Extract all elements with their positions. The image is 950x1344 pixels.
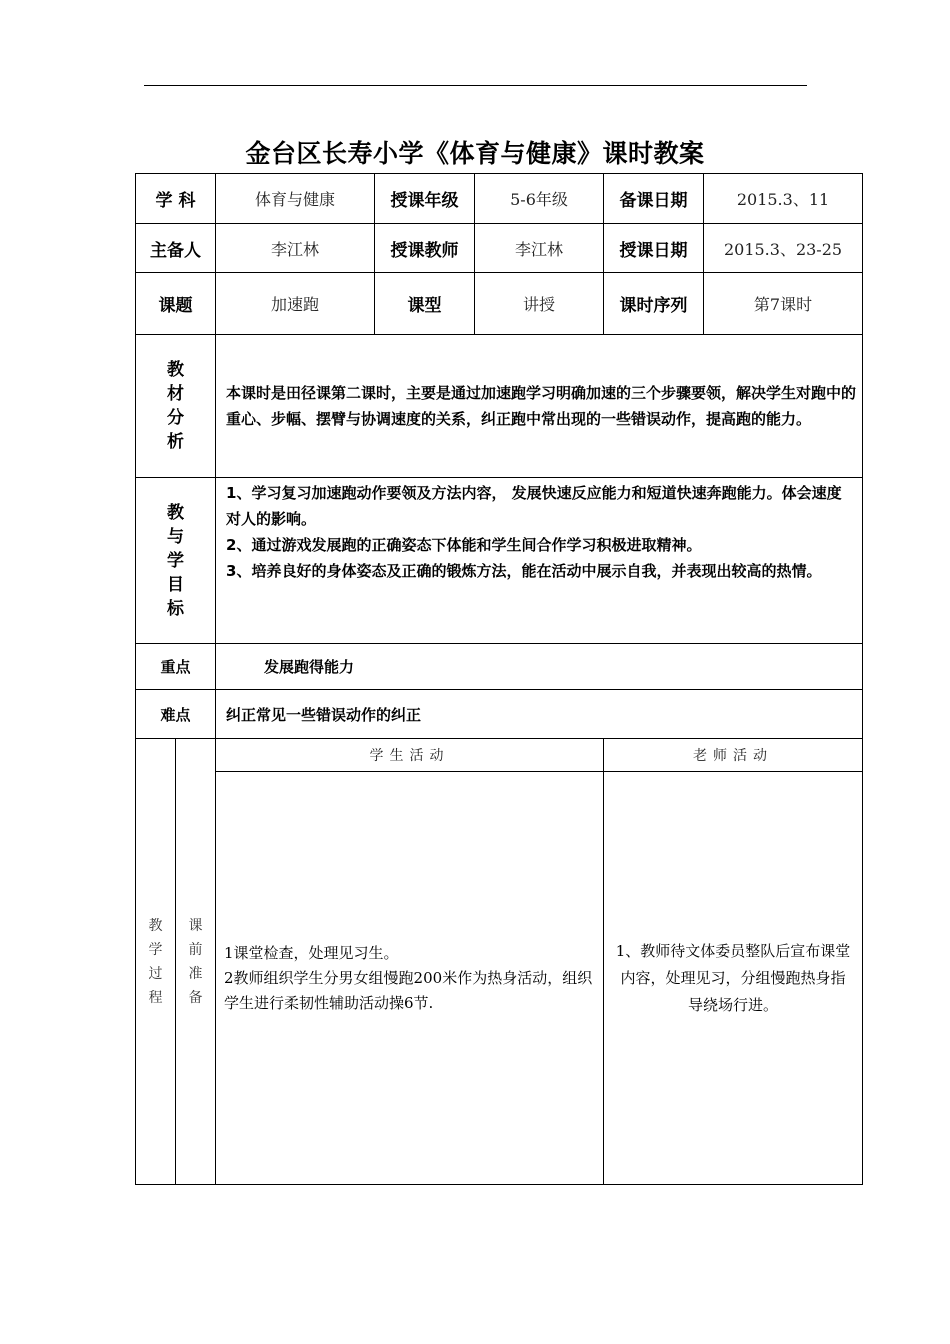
objective-item: 1、学习复习加速跑动作要领及方法内容， 发展快速反应能力和短道快速奔跑能力。体会速度对人的影响。 bbox=[226, 484, 842, 528]
difficulty-value: 纠正常见一些错误动作的纠正 bbox=[216, 690, 863, 739]
difficulty-row bbox=[136, 690, 863, 739]
teacher-value: 李江林 bbox=[475, 224, 604, 273]
info-row-3 bbox=[136, 273, 863, 335]
grade-label: 授课年级 bbox=[375, 174, 475, 224]
objectives-label bbox=[136, 478, 216, 644]
process-header-row bbox=[136, 739, 863, 772]
lead-preparer-value: 李江林 bbox=[216, 224, 375, 273]
analysis-label-char: 教 bbox=[167, 360, 184, 380]
student-activity-cell bbox=[216, 772, 604, 1185]
stage-label-char: 准 bbox=[188, 965, 203, 982]
key-point-value: 发展跑得能力 bbox=[216, 644, 863, 690]
objective-item: 2、通过游戏发展跑的正确姿态下体能和学生间合作学习积极进取精神。 bbox=[226, 536, 702, 554]
stage-label-char: 课 bbox=[188, 917, 203, 934]
prep-date-value: 2015.3、11 bbox=[704, 174, 863, 224]
teacher-activity-cell: 1、教师待文体委员整队后宣布课堂内容，处理见习，分组慢跑热身指导绕场行进。 bbox=[604, 772, 863, 1185]
process-label bbox=[136, 739, 176, 1185]
process-label-char: 程 bbox=[148, 989, 163, 1006]
process-label-char: 过 bbox=[148, 965, 163, 982]
topic-label: 课题 bbox=[136, 273, 216, 335]
objective-item: 3、培养良好的身体姿态及正确的锻炼方法，能在活动中展示自我，并表现出较高的热情。 bbox=[226, 562, 822, 580]
process-content-row bbox=[136, 772, 863, 1185]
analysis-text: 本课时是田径课第二课时，主要是通过加速跑学习明确加速的三个步骤要领，解决学生对跑中的重心、步幅、摆臂与协调速度的关系，纠正跑中常出现的一些错误动作，提高跑的能力。 bbox=[216, 335, 863, 478]
stage-label-char: 前 bbox=[188, 941, 203, 958]
analysis-label-char: 分 bbox=[167, 408, 184, 428]
objectives-text bbox=[216, 478, 863, 644]
process-label-char: 学 bbox=[148, 941, 163, 958]
analysis-label bbox=[136, 335, 216, 478]
objectives-row bbox=[136, 478, 863, 644]
period-label: 课时序列 bbox=[604, 273, 704, 335]
topic-value: 加速跑 bbox=[216, 273, 375, 335]
prep-date-label: 备课日期 bbox=[604, 174, 704, 224]
stage-label bbox=[176, 739, 216, 1185]
student-activity-line: 2教师组织学生分男女组慢跑200米作为热身活动，组织学生进行柔韧性辅助活动操6节. bbox=[224, 968, 593, 1012]
student-activity-header: 学生活动 bbox=[216, 739, 604, 772]
teacher-activity-header: 老师活动 bbox=[604, 739, 863, 772]
analysis-label-char: 析 bbox=[167, 432, 184, 452]
page-title: 金台区长寿小学《体育与健康》课时教案 bbox=[245, 139, 705, 168]
header-rule bbox=[144, 85, 807, 86]
key-point-label: 重点 bbox=[136, 644, 216, 690]
period-value: 第7课时 bbox=[704, 273, 863, 335]
subject-label: 学 科 bbox=[136, 174, 216, 224]
lesson-type-value: 讲授 bbox=[475, 273, 604, 335]
difficulty-label: 难点 bbox=[136, 690, 216, 739]
key-point-row bbox=[136, 644, 863, 690]
lesson-plan-table bbox=[135, 173, 863, 1185]
analysis-row bbox=[136, 335, 863, 478]
teacher-label: 授课教师 bbox=[375, 224, 475, 273]
subject-value: 体育与健康 bbox=[216, 174, 375, 224]
grade-value: 5-6年级 bbox=[475, 174, 604, 224]
student-activity-line: 1课堂检查，处理见习生。 bbox=[224, 943, 399, 962]
teach-date-label: 授课日期 bbox=[604, 224, 704, 273]
process-label-char: 教 bbox=[148, 917, 163, 934]
teach-date-value: 2015.3、23-25 bbox=[704, 224, 863, 273]
objectives-label-char: 学 bbox=[167, 550, 184, 571]
lead-preparer-label: 主备人 bbox=[136, 224, 216, 273]
objectives-label-char: 标 bbox=[167, 598, 184, 619]
analysis-label-char: 材 bbox=[167, 384, 184, 404]
objectives-label-char: 与 bbox=[167, 526, 184, 547]
info-row-2 bbox=[136, 224, 863, 273]
objectives-label-char: 教 bbox=[167, 502, 184, 523]
info-row-1 bbox=[136, 174, 863, 224]
objectives-label-char: 目 bbox=[167, 574, 184, 595]
lesson-type-label: 课型 bbox=[375, 273, 475, 335]
stage-label-char: 备 bbox=[188, 989, 203, 1006]
